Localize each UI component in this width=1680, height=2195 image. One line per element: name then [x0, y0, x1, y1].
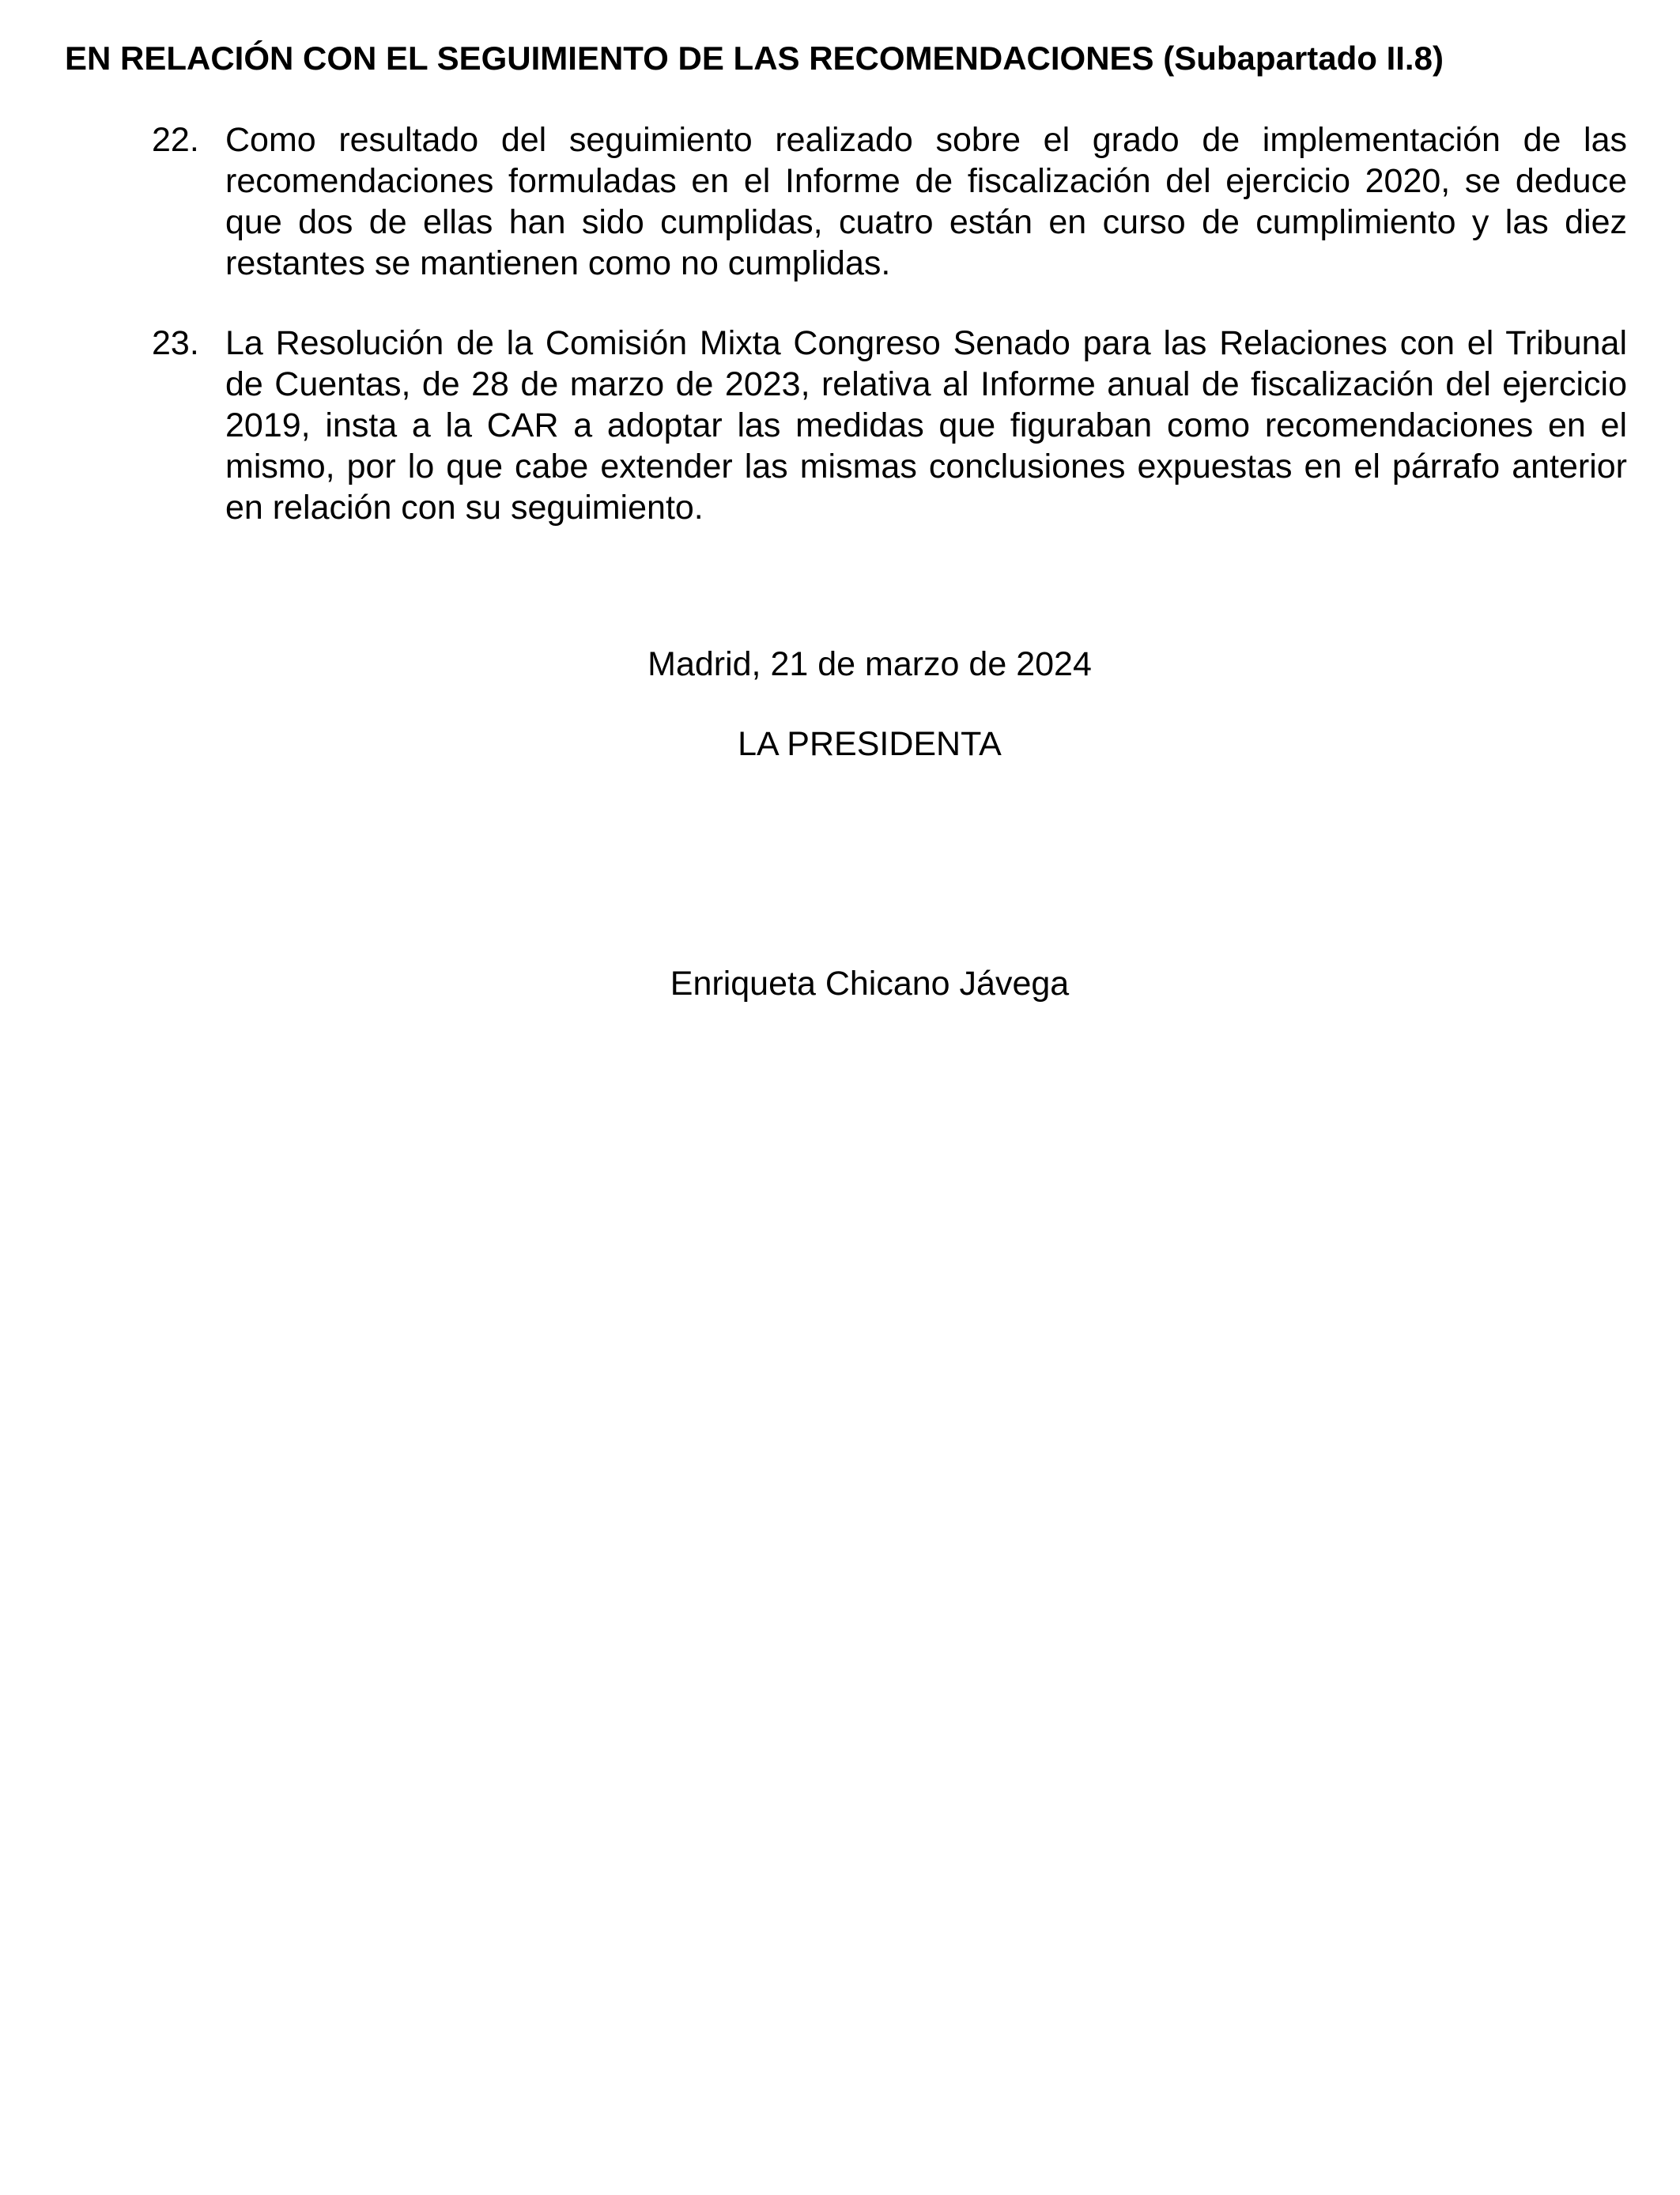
signatory-role: LA PRESIDENTA [738, 725, 1002, 763]
signatory-name: Enriqueta Chicano Jávega [670, 965, 1070, 1003]
paragraph-23 [154, 323, 1627, 528]
section-heading: EN RELACIÓN CON EL SEGUIMIENTO DE LAS RECOMENDACIONES (Subapartado II.8) [65, 40, 1444, 77]
paragraph-number: 23. [152, 324, 199, 362]
paragraph-text: La Resolución de la Comisión Mixta Congreso Senado para las Relaciones con el Tribunal de Cuentas, de 28 de marzo de 2023, relativa al Informe anual de fiscalización del ejercicio 2019, insta a la CAR a adoptar las medidas que figuraban como recomendaciones en el mismo, por lo que cabe extender las mismas conclusiones expuestas en el párrafo anterior en relación con su seguimiento. [225, 324, 1627, 527]
place-and-date: Madrid, 21 de marzo de 2024 [647, 645, 1092, 683]
paragraph-text: Como resultado del seguimiento realizado sobre el grado de implementación de las recomendaciones formuladas en el Informe de fiscalización del ejercicio 2020, se deduce que dos de ellas han sido cumplidas, cuatro están en curso de cumplimiento y las diez restantes se mantienen como no cumplidas. [225, 121, 1627, 282]
paragraph-number: 22. [152, 121, 199, 159]
paragraph-22 [154, 119, 1627, 284]
